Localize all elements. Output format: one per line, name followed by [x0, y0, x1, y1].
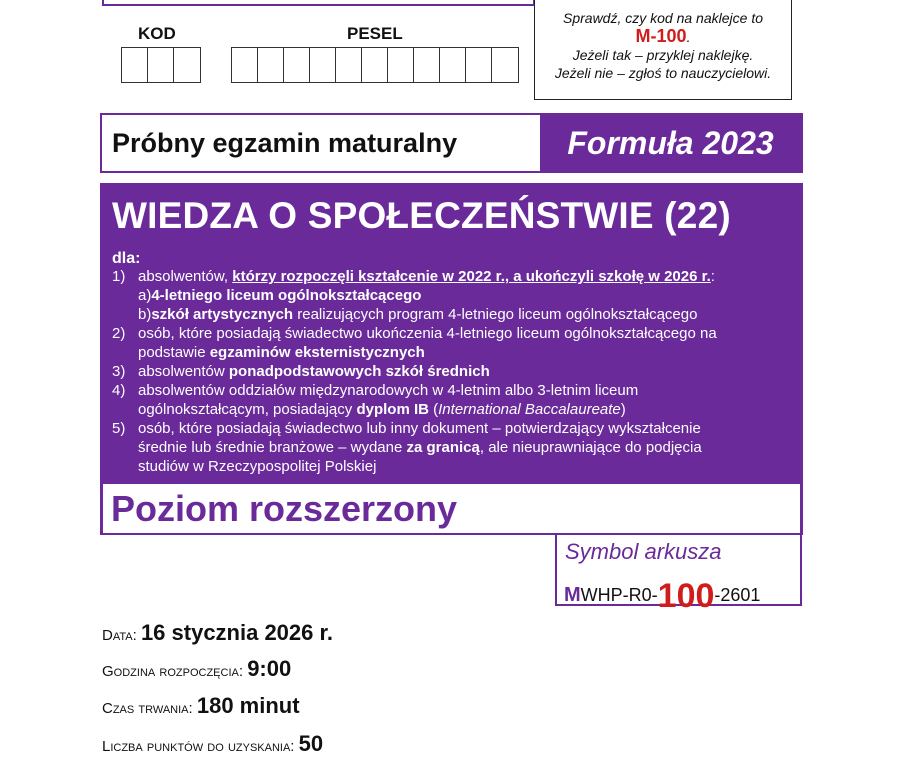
- exam-title: Próbny egzamin maturalny: [112, 127, 458, 158]
- item-text: (: [428, 401, 439, 418]
- symbol-number: 100: [657, 577, 715, 615]
- item-text: ): [620, 401, 626, 418]
- notice-line-3: Jeżeli tak – przyklej naklejkę.: [572, 47, 754, 63]
- date-label: Data:: [102, 627, 137, 644]
- item-emphasis: 4-letniego liceum ogólnokształcącego: [151, 287, 422, 304]
- pesel-input-boxes[interactable]: [231, 47, 519, 83]
- pesel-box[interactable]: [440, 48, 466, 82]
- exam-points: [102, 731, 323, 757]
- item-text: osób, które posiadają świadectwo ukończenia 4-letniego liceum ogólnokształcącego na: [138, 325, 717, 342]
- notice-line-4: Jeżeli nie – zgłoś to nauczycielowi.: [554, 65, 772, 81]
- item-text: średnie lub średnie branżowe – wydane: [138, 439, 407, 456]
- item-text: podstawie: [138, 344, 210, 361]
- pesel-box[interactable]: [284, 48, 310, 82]
- item-emphasis: egzaminów eksternistycznych: [209, 344, 425, 361]
- pesel-box[interactable]: [336, 48, 362, 82]
- symbol-label: Symbol arkusza: [565, 539, 722, 564]
- item-emphasis: którzy rozpoczęli kształcenie w 2022 r., a ukończyli szkołę w 2026 r.: [232, 268, 711, 285]
- list-item: [112, 267, 792, 286]
- pesel-box[interactable]: [492, 48, 518, 82]
- item-emphasis: za granicą: [406, 439, 480, 456]
- symbol-code: [564, 571, 761, 615]
- pesel-box[interactable]: [388, 48, 414, 82]
- list-item: [112, 381, 792, 400]
- symbol-prefix: WHP-R0-: [580, 585, 658, 605]
- item-text: absolwentów: [138, 363, 229, 380]
- level-heading: Poziom rozszerzony: [103, 484, 800, 533]
- pesel-box[interactable]: [414, 48, 440, 82]
- kod-box[interactable]: [122, 48, 148, 82]
- kod-box[interactable]: [174, 48, 200, 82]
- subitem-letter: a): [138, 287, 152, 304]
- list-item: [112, 324, 792, 343]
- pesel-box[interactable]: [362, 48, 388, 82]
- item-text: :: [710, 268, 715, 285]
- subitem-letter: b): [138, 306, 152, 323]
- item-number: 5): [112, 420, 126, 437]
- exam-start-time: [102, 656, 291, 682]
- item-number: 2): [112, 325, 126, 342]
- pesel-box[interactable]: [310, 48, 336, 82]
- list-subitem: [112, 305, 792, 324]
- list-item-continuation: [112, 438, 792, 457]
- points-label: Liczba punktów do uzyskania:: [102, 738, 295, 755]
- item-number: 3): [112, 363, 126, 380]
- pesel-label: PESEL: [347, 24, 403, 43]
- pesel-box[interactable]: [258, 48, 284, 82]
- item-text: absolwentów,: [138, 268, 233, 285]
- kod-input-boxes[interactable]: [121, 47, 201, 83]
- subject-title: WIEDZA O SPOŁECZEŃSTWIE (22): [112, 195, 731, 236]
- start-value: 9:00: [247, 656, 292, 681]
- list-item-continuation: [112, 400, 792, 419]
- duration-value: 180 minut: [196, 693, 300, 718]
- item-italic: International Baccalaureate: [438, 401, 621, 418]
- symbol-suffix: -2601: [714, 585, 761, 605]
- exam-title-bar: [100, 113, 803, 173]
- duration-label: Czas trwania:: [102, 700, 193, 717]
- item-text: realizujących program 4-letniego liceum ogólnokształcącego: [293, 306, 698, 323]
- list-item-continuation: [112, 343, 792, 362]
- exam-date: [102, 620, 333, 646]
- points-value: 50: [298, 731, 324, 756]
- start-label: Godzina rozpoczęcia:: [102, 663, 244, 680]
- item-text: , ale nieuprawniające do podjęcia: [479, 439, 702, 456]
- exam-formula: Formuła 2023: [540, 115, 801, 171]
- eligibility-list: [112, 267, 792, 476]
- for-label: dla:: [112, 250, 141, 267]
- list-item: [112, 362, 792, 381]
- top-frame-edge: [102, 0, 535, 6]
- notice-code: M-100: [635, 26, 687, 46]
- item-text: ogólnokształcącym, posiadający: [138, 401, 357, 418]
- pesel-box[interactable]: [466, 48, 492, 82]
- item-emphasis: ponadpodstawowych szkół średnich: [228, 363, 490, 380]
- symbol-prefix-m: M: [564, 584, 581, 606]
- item-text: absolwentów oddziałów międzynarodowych w 4-letnim albo 3-letnim liceum: [138, 382, 639, 399]
- date-value: 16 stycznia 2026 r.: [140, 620, 333, 645]
- kod-label: KOD: [138, 24, 176, 43]
- sheet-symbol-box: [555, 533, 802, 615]
- exam-duration: [102, 693, 300, 719]
- item-emphasis: szkół artystycznych: [151, 306, 294, 323]
- list-item-continuation: studiów w Rzeczypospolitej Polskiej: [138, 458, 377, 475]
- notice-code-suffix: .: [686, 29, 691, 45]
- notice-line-1: Sprawdź, czy kod na naklejce to: [563, 10, 763, 26]
- item-text: osób, które posiadają świadectwo lub inny dokument – potwierdzający wykształcenie: [138, 420, 701, 437]
- list-subitem: [112, 286, 792, 305]
- item-emphasis: dyplom IB: [356, 401, 429, 418]
- pesel-box[interactable]: [232, 48, 258, 82]
- subject-panel: [100, 183, 803, 535]
- item-number: 4): [112, 382, 126, 399]
- list-item: [112, 419, 792, 438]
- item-number: 1): [112, 268, 126, 285]
- kod-box[interactable]: [148, 48, 174, 82]
- sticker-notice: [534, 0, 792, 100]
